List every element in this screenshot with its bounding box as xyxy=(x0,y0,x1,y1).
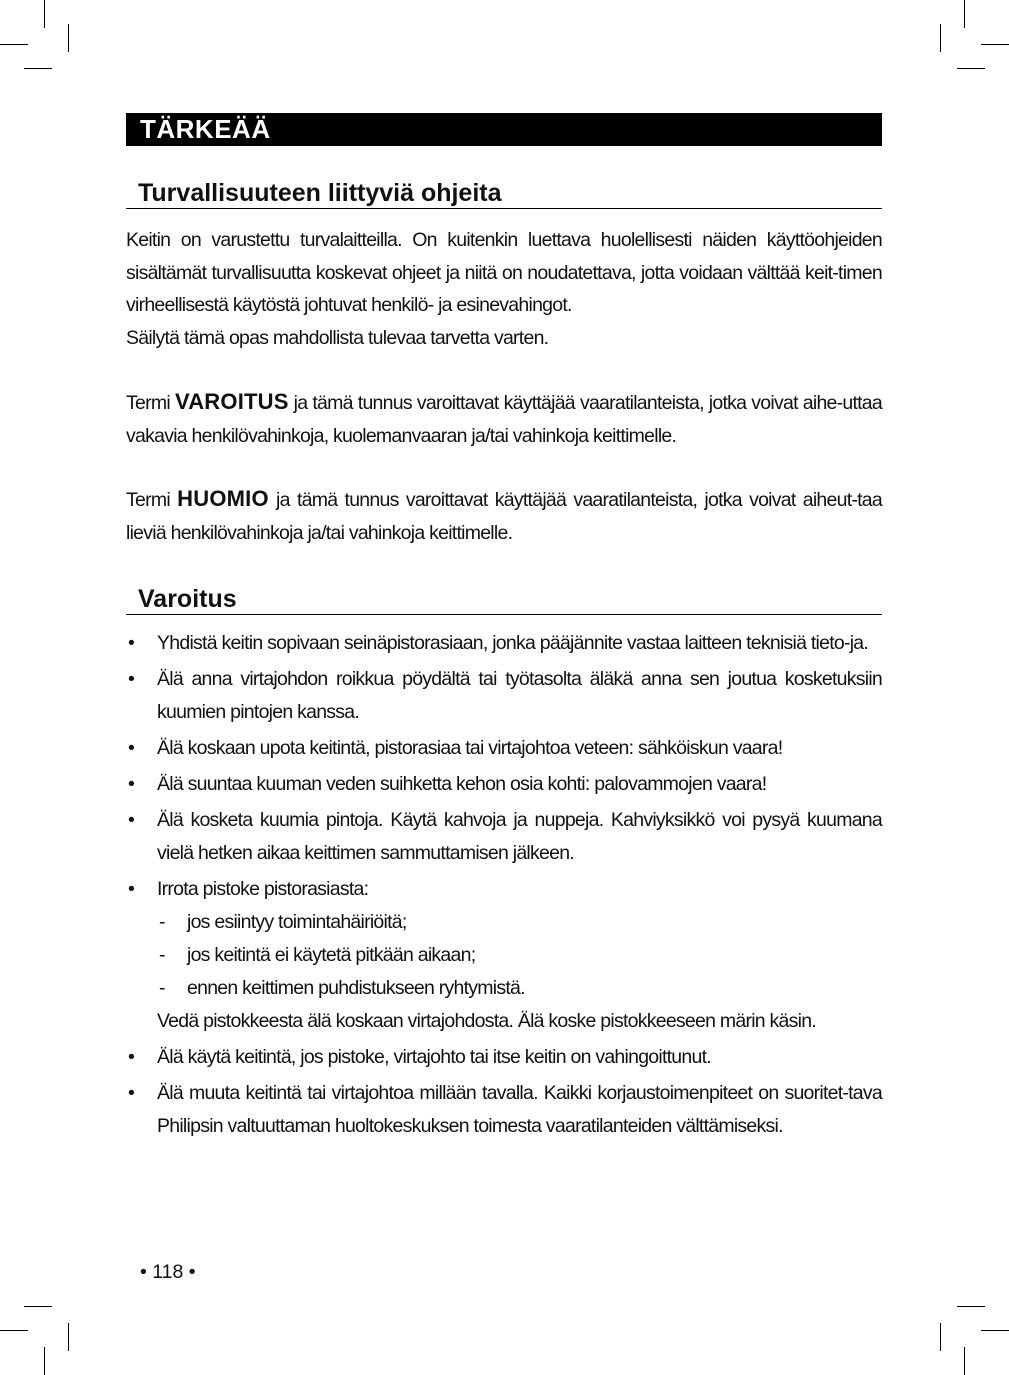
warning-keyword: VAROITUS xyxy=(174,389,289,414)
dash-icon: - xyxy=(159,944,165,966)
warning-heading: Varoitus xyxy=(126,584,882,615)
list-item-text: Yhdistä keitin sopivaan seinäpistorasiaan, jonka pääjännite vastaa laitteen teknisiä tieto-ja. xyxy=(157,632,869,654)
list-item-text: Älä muuta keitintä tai virtajohtoa millään tavalla. Kaikki korjaustoimenpiteet on suoritet-tava Philipsin valtuuttaman huoltokeskuksen toimesta vaaratilanteiden välttämiseksi. xyxy=(157,1082,882,1137)
crop-mark xyxy=(940,24,941,52)
safety-intro xyxy=(126,224,882,354)
warning-term-paragraph xyxy=(126,386,882,452)
page-number: • 118 • xyxy=(140,1261,196,1283)
sublist-item xyxy=(157,906,882,939)
list-item-text: Älä käytä keitintä, jos pistoke, virtajohto tai itse keitin on vahingoittunut. xyxy=(157,1046,711,1068)
sublist-item-text: jos keitintä ei käytetä pitkään aikaan; xyxy=(187,944,476,966)
crop-mark xyxy=(964,0,965,28)
bullet-icon: • xyxy=(128,737,135,759)
warning-list xyxy=(126,627,882,1146)
crop-mark xyxy=(68,24,69,52)
list-item xyxy=(126,768,882,801)
keep-manual-text: Säilytä tämä opas mahdollista tulevaa tarvetta varten. xyxy=(126,326,549,349)
safety-heading: Turvallisuuteen liittyviä ohjeita xyxy=(126,178,882,209)
crop-mark xyxy=(981,1330,1009,1331)
sublist-item xyxy=(157,972,882,1005)
bullet-icon: • xyxy=(128,632,135,654)
crop-mark xyxy=(24,68,52,69)
caution-term-text: ja tämä tunnus varoittavat käyttäjää vaaratilanteista, jotka voivat aiheut-taa lieviä henkilövahinkoja ja/tai vahinkoja keittimelle. xyxy=(126,489,882,544)
crop-mark xyxy=(981,44,1009,45)
list-item xyxy=(126,1041,882,1074)
crop-mark xyxy=(24,1306,52,1307)
page-title-banner: TÄRKEÄÄ xyxy=(126,113,882,146)
caution-keyword: HUOMIO xyxy=(177,486,269,511)
crop-mark xyxy=(964,1347,965,1375)
list-item-text: Älä anna virtajohdon roikkua pöydältä tai työtasolta äläkä anna sen joutua kosketuksiin kuumien pintojen kanssa. xyxy=(157,668,882,723)
list-item-text: Älä kosketa kuumia pintoja. Käytä kahvoja ja nuppeja. Kahviyksikkö voi pysyä kuumana vielä hetken aikaa keittimen sammuttamisen jälkeen. xyxy=(157,809,882,864)
crop-mark xyxy=(957,1306,985,1307)
unplug-note: Vedä pistokkeesta älä koskaan virtajohdosta. Älä koske pistokkeeseen märin käsin. xyxy=(157,1010,816,1032)
list-item-text: Älä koskaan upota keitintä, pistorasiaa tai virtajohtoa veteen: sähköiskun vaara! xyxy=(157,737,783,759)
crop-mark xyxy=(44,1347,45,1375)
intro-text: Keitin on varustettu turvalaitteilla. On kuitenkin luettava huolellisesti näiden käyttöohjeiden sisältämät turvallisuutta koskevat ohjeet ja niitä on noudatettava, jotta voidaan välttää keit-timen virheellisestä käytöstä johtuvat henkilö- ja esinevahingot. xyxy=(126,229,882,316)
bullet-icon: • xyxy=(128,878,135,900)
warning-term-prefix: Termi xyxy=(126,392,175,414)
warning-term-text: ja tämä tunnus varoittavat käyttäjää vaaratilanteista, jotka voivat aihe-uttaa vakavia henkilövahinkoja, kuolemanvaaran ja/tai vahinkoja keittimelle. xyxy=(126,392,883,447)
caution-term-paragraph xyxy=(126,483,882,549)
list-item xyxy=(126,627,882,660)
sublist-item-text: jos esiintyy toimintahäiriöitä; xyxy=(187,911,407,933)
crop-mark xyxy=(0,44,28,45)
caution-term-prefix: Termi xyxy=(126,489,178,511)
crop-mark xyxy=(44,0,45,28)
list-item xyxy=(126,732,882,765)
bullet-icon: • xyxy=(128,1046,135,1068)
list-item-text: Irrota pistoke pistorasiasta: xyxy=(157,878,369,900)
dash-icon: - xyxy=(159,911,165,933)
unplug-sublist xyxy=(157,906,882,1005)
sublist-item xyxy=(157,939,882,972)
crop-mark xyxy=(68,1323,69,1351)
list-item xyxy=(126,804,882,870)
crop-mark xyxy=(0,1330,28,1331)
list-item xyxy=(126,1077,882,1143)
sublist-item-text: ennen keittimen puhdistukseen ryhtymistä. xyxy=(187,977,525,999)
list-item xyxy=(126,663,882,729)
list-item-unplug xyxy=(126,873,882,1038)
bullet-icon: • xyxy=(128,668,135,690)
bullet-icon: • xyxy=(128,809,135,831)
bullet-icon: • xyxy=(128,1082,135,1104)
list-item-text: Älä suuntaa kuuman veden suihketta kehon osia kohti: palovammojen vaara! xyxy=(157,773,767,795)
crop-mark xyxy=(940,1323,941,1351)
bullet-icon: • xyxy=(128,773,135,795)
crop-mark xyxy=(957,68,985,69)
dash-icon: - xyxy=(159,977,165,999)
